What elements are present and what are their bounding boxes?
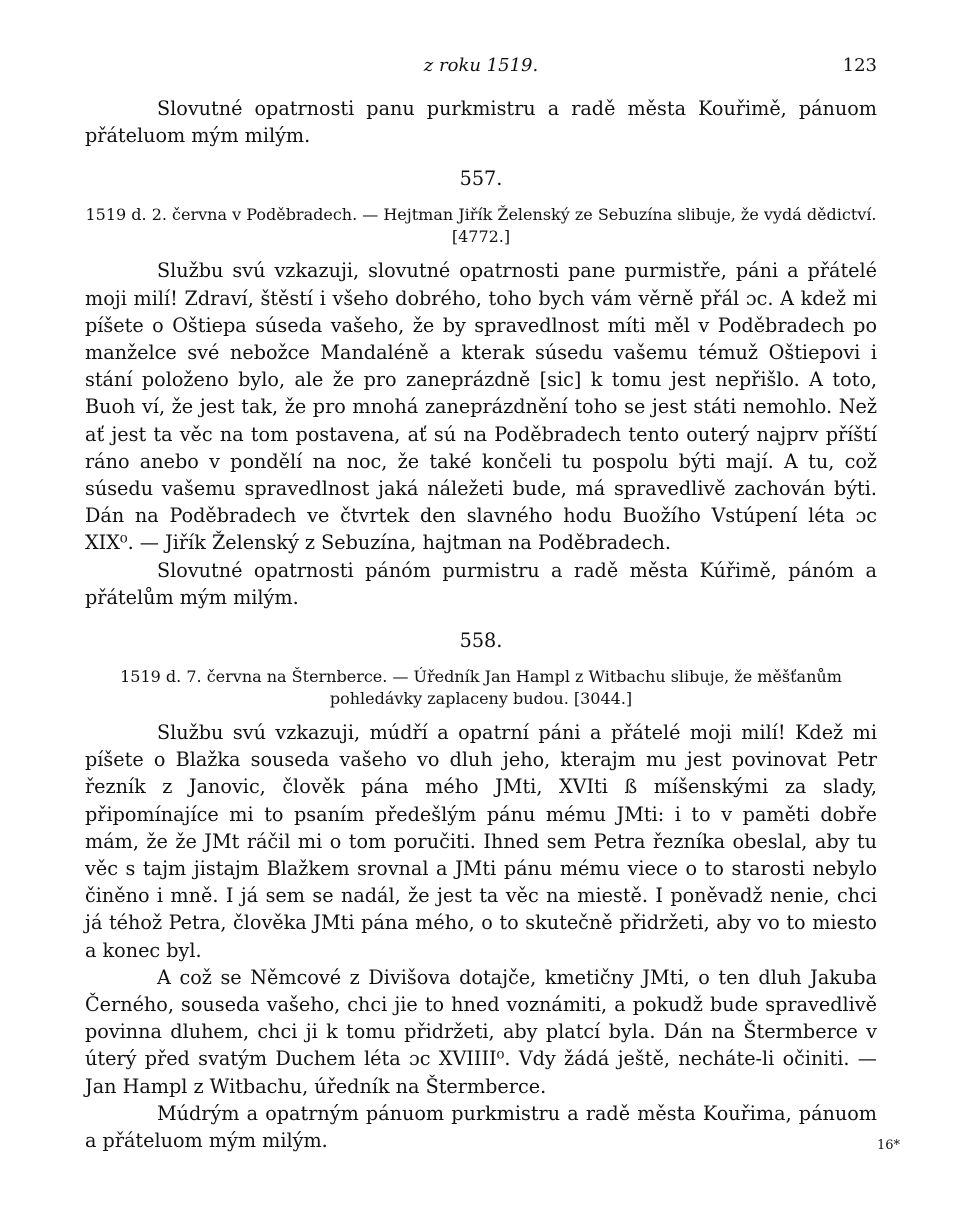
document-paragraph: Službu svú vzkazuji, slovutné opatrnosti pane purmistře, páni a přátelé moji milí! Zdraví, štěstí i všeho dobrého, toho bych vám věrně přál ɔc. A kdež mi píšete o Oštiepa súseda vašeho, že by spravedlnost míti měl v Poděbradech po manželce své nebožce Mandaléně a kterak súsedu vašemu témuž Oštiepovi i stání položeno bylo, ale že pro zaneprázdně [sic] k tomu jest nepřišlo. A toto, Buoh ví, že jest tak, že pro mnohá zaneprázdnění toho se jest státi nemohlo. Než ať jest ta věc na tom postavena, ať sú na Poděbradech tento outerý najprv příští ráno anebo v pondělí na noc, že také končeli tu pospolu býti mají. A tu, což súsedu vašemu spravedlnost jaká náležeti bude, má spravedlivě zachován býti. Dán na Poděbradech ve čtvrtek den slavného hodu Buožího Vstúpení léta ɔc XIX⁰. — Jiřík Želenský z Sebuzína, hajtman na Poděbradech. — [85, 259, 877, 555]
running-title: z roku 1519. — [423, 55, 539, 76]
document-557 — [85, 165, 877, 611]
document-paragraph: Službu svú vzkazuji, múdří a opatrní páni a přátelé moji milí! Kdež mi píšete o Blažka souseda vašeho vo dluh jeho, kterajm mu jest povinovat Petr řezník z Janovic, člověk pána mého JMti, XVIti ß míšenskými za slady, připomínajíce mi to psaním předešlým pánu mému JMti: i to v paměti dobře mám, že že JMt ráčil mi o tom poručiti. Ihned sem Petra řezníka obeslal, aby tu věc s tajm jistajm Blažkem srovnal a JMti pánu mému viece o to starosti nebylo činěno i mně. I já sem se nadál, že jest ta věc na miestě. I poněvadž nenie, chci já téhož Petra, člověka JMti pána mého, o to skutečně přidržeti, aby vo to miesto a konec byl. — [85, 721, 877, 962]
page-number: 123 — [842, 55, 877, 76]
document-regest: 1519 d. 7. června na Šternberce. — Úředník Jan Hampl z Witbachu slibuje, že měšťanům pohledávky zaplaceny budou. [3044.] — [120, 667, 842, 708]
document-regest: 1519 d. 2. června v Poděbradech. — Hejtman Jiřík Želenský ze Sebuzína slibuje, že vydá dědictví. [4772.] — [85, 205, 877, 246]
document-address: Múdrým a opatrným pánuom purkmistru a radě města Kouřima, pánuom a přáteluom mým milým. — [85, 1101, 877, 1153]
document-address: Slovutné opatrnosti pánóm purmistru a radě města Kúřimě, pánóm a přátelům mým milým. — [85, 558, 877, 609]
document-number: 558. — [459, 629, 503, 653]
document-558 — [85, 627, 877, 1154]
document-page — [85, 55, 877, 1154]
document-number: 557. — [459, 167, 503, 191]
running-header — [85, 55, 877, 95]
signature-mark: 16* — [876, 1138, 900, 1153]
document-paragraph: A což se Němcové z Divišova dotajče, kmetičny JMti, o ten dluh Jakuba Černého, souseda vašeho, chci jie to hned voznámiti, a pokudž bude spravedlivě povinna dluhem, chci ji k tomu přidržeti, aby platcí byla. Dán na Štermberce v úterý před svatým Duchem léta ɔc XVIIII⁰. Vdy žádá ještě, necháte-li očiniti. — Jan Hampl z Witbachu, úředník na Štermberce. — [85, 965, 877, 1098]
intro-address: Slovutné opatrnosti panu purkmistru a radě města Kouřimě, pánuom přáteluom mým milým. — [85, 97, 877, 148]
